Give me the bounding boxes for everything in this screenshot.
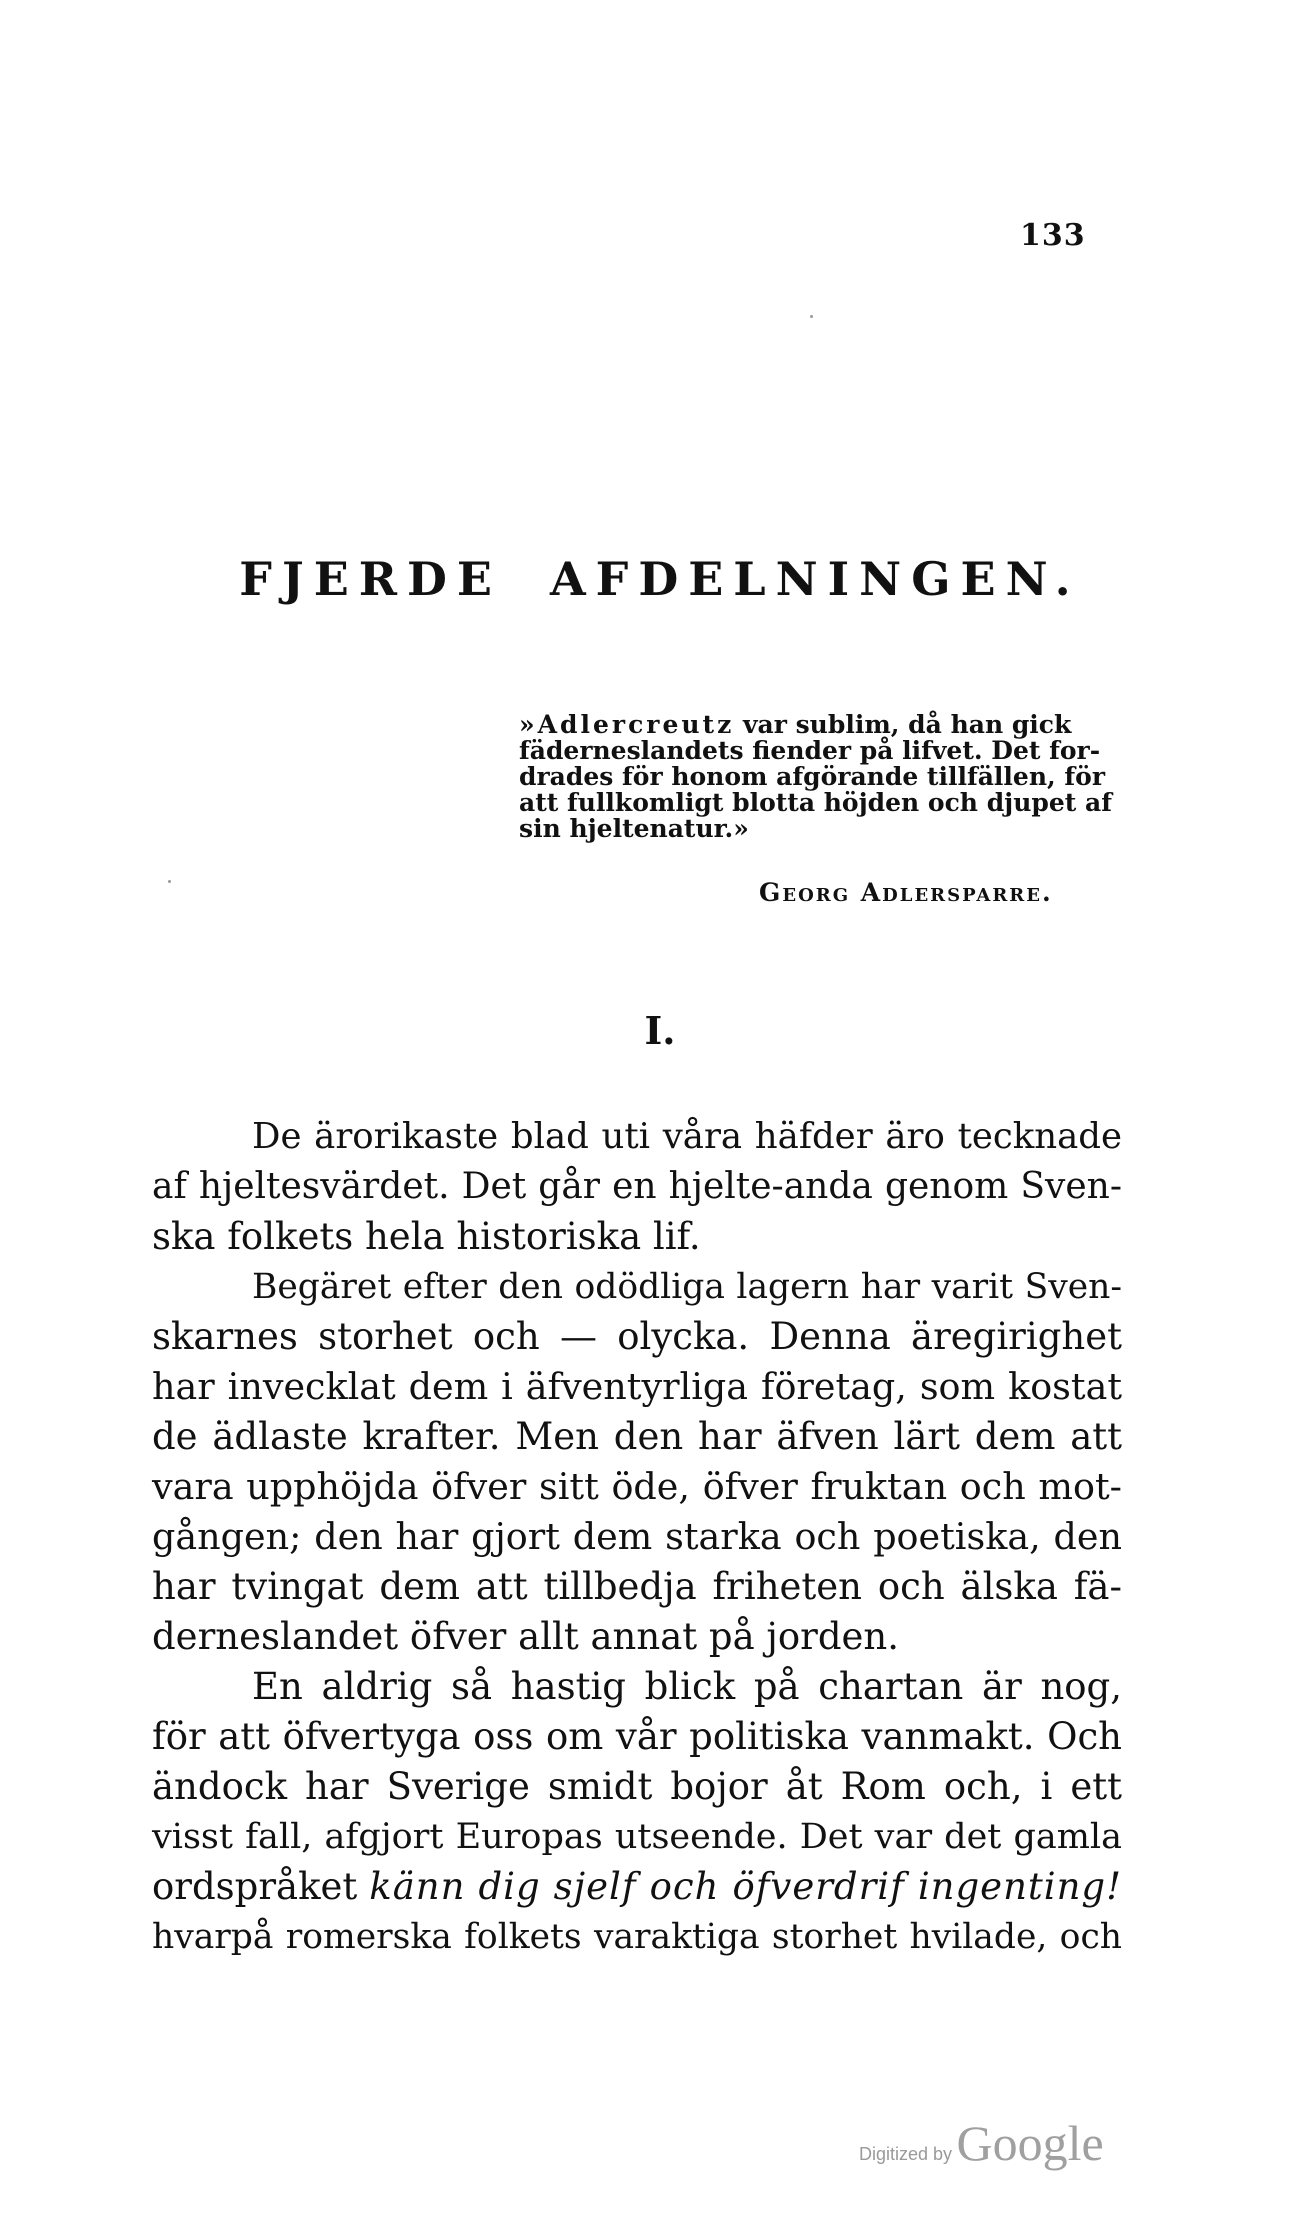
- body-line: ändock har Sverige smidt bojor åt Rom och, i ett: [152, 1765, 1122, 1808]
- epigraph-line: fäderneslandets fiender på lifvet. Det for-: [519, 736, 1101, 765]
- body-line: af hjeltesvärdet. Det går en hjelte-anda genom Sven-: [152, 1166, 1122, 1207]
- body-line: har invecklat dem i äfventyrliga företag, som kostat: [152, 1365, 1122, 1408]
- body-line: De ärorikaste blad uti våra häfder äro tecknade: [252, 1116, 1122, 1157]
- body-line: gången; den har gjort dem starka och poetiska, den: [152, 1515, 1122, 1558]
- body-line: skarnes storhet och — olycka. Denna äregirighet: [152, 1315, 1122, 1358]
- body-line: vara upphöjda öfver sitt öde, öfver fruktan och mot-: [152, 1465, 1122, 1508]
- epigraph-line: att fullkomligt blotta höjden och djupet af: [519, 788, 1112, 817]
- body-line: för att öfvertyga oss om vår politiska vanmakt. Och: [152, 1715, 1122, 1758]
- body-line: ska folkets hela historiska lif.: [152, 1215, 701, 1258]
- epigraph-text: var sublim, då han gick: [734, 710, 1072, 739]
- digitized-watermark: [859, 2114, 1104, 2172]
- google-logo: Google: [956, 2115, 1104, 2171]
- body-line: En aldrig så hastig blick på chartan är nog,: [252, 1665, 1122, 1708]
- scan-speck: [810, 315, 813, 318]
- section-heading: FJERDE AFDELNINGEN.: [239, 552, 1081, 606]
- epigraph-line: drades för honom afgörande tillfällen, för: [519, 762, 1105, 791]
- epigraph-name: »Adlercreutz: [519, 710, 735, 739]
- digitized-prefix: Digitized by: [859, 2144, 953, 2164]
- body-line: visst fall, afgjort Europas utseende. Det var det gamla: [152, 1817, 1122, 1857]
- body-text: [152, 1112, 1122, 1962]
- epigraph-line: sin hjeltenatur.»: [519, 814, 749, 843]
- body-line: de ädlaste krafter. Men den har äfven lärt dem att: [152, 1415, 1122, 1458]
- body-line: hvarpå romerska folkets varaktiga storhet hvilade, och: [152, 1917, 1122, 1957]
- body-line: Begäret efter den odödliga lagern har varit Sven-: [252, 1267, 1122, 1307]
- body-line: har tvingat dem att tillbedja friheten och älska fä-: [152, 1565, 1122, 1608]
- body-line: derneslandet öfver allt annat på jorden.: [152, 1615, 900, 1658]
- page-number: 133: [1020, 218, 1086, 253]
- body-line-italic: [152, 1862, 1122, 1912]
- scan-speck: [168, 880, 171, 883]
- chapter-numeral: I.: [644, 1008, 676, 1053]
- body-line-lead: ordspråket: [152, 1865, 370, 1908]
- epigraph-line: [519, 712, 1119, 738]
- epigraph: [519, 712, 1119, 842]
- italic-motto: känn dig sjelf och öfverdrif ingenting!: [369, 1865, 1122, 1908]
- epigraph-attribution: Georg Adlersparre.: [759, 878, 1053, 907]
